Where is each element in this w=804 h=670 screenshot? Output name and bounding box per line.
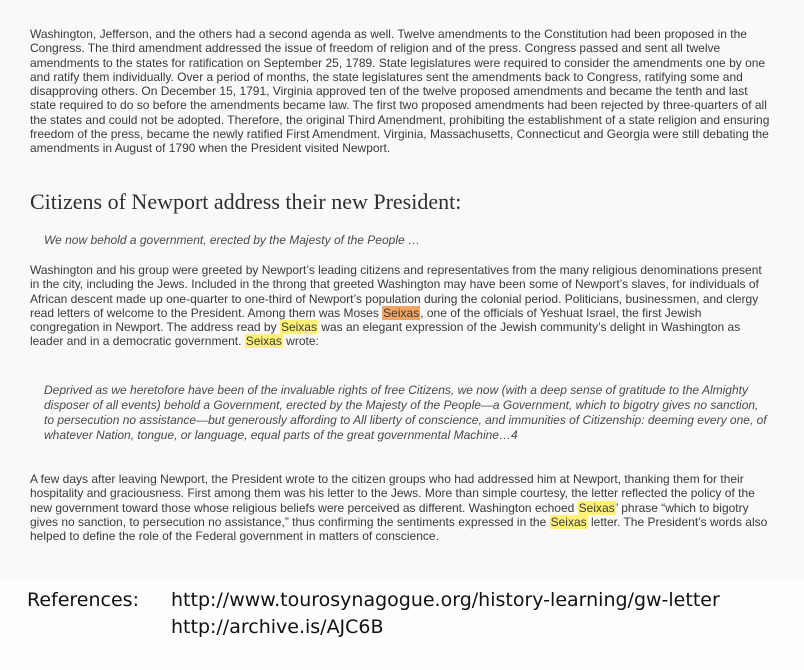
- text-run: , one of the officials of Yeshuat Israel, the first Jewish congregation in Newport. The address read by: [30, 305, 702, 335]
- section-heading: Citizens of Newport address their new President:: [30, 189, 462, 214]
- reference-link-touro-letter[interactable]: http://www.tourosynagogue.org/history-learning/gw-letter: [171, 589, 720, 611]
- references-label: References:: [27, 589, 139, 611]
- text-run: Washington and his group were greeted by Newport’s leading citizens and representatives from the many religious denominations present in the city, including the Jews. Included in the throng that greeted Washington may have been some of Newport’s slaves, for individuals of African descent made up one-quarter to one-third of Newport’s population during the colonial period. Politicians, businessmen, and clergy read letters of welcome to the President. Among them was Moses: [30, 263, 762, 320]
- search-highlight: Seixas: [280, 320, 317, 335]
- greeting-paragraph: [30, 263, 774, 349]
- text-run: letter. The President’s words also helped to define the role of the Federal government in matters of conscience.: [30, 514, 768, 544]
- intro-paragraph: Washington, Jefferson, and the others had a second agenda as well. Twelve amendments to the Constitution had been proposed in the Congress. The third amendment addressed the issue of freedom of religion and of the press. Congress passed and sent all twelve amendments to the states for ratification on September 25, 1789. State legislatures were required to consider the amendments one by one and ratify them individually. Over a period of months, the state legislatures sent the amendments back to Congress, ratifying some and disapproving others. On December 15, 1791, Virginia approved ten of the twelve proposed amendments and became the tenth and last state required to do so before the amendments became law. The first two proposed amendments had been rejected by three-quarters of all the states and could not be adopted. Therefore, the original Third Amendment, prohibiting the establishment of a state religion and ensuring freedom of the press, became the newly ratified First Amendment. Virginia, Massachusetts, Connecticut and Georgia were still debating the amendments in August of 1790 when the President visited Newport.: [30, 27, 770, 156]
- search-highlight: Seixas: [578, 500, 615, 515]
- epigraph-quote: We now behold a government, erected by the Majesty of the People …: [44, 233, 420, 247]
- reference-link-archive[interactable]: http://archive.is/AJC6B: [171, 616, 384, 638]
- text-run: wrote:: [282, 334, 319, 349]
- letter-paragraph: [30, 472, 774, 543]
- text-run: was an elegant expression of the Jewish community’s delight in Washington as leader and in a democratic government.: [30, 320, 741, 349]
- text-run: A few days after leaving Newport, the President wrote to the citizen groups who had addressed him at Newport, thanking them for their hospitality and graciousness. First among them was his letter to the Jews. More than simple courtesy, the letter reflected the policy of the new government toward those whose religious beliefs were perceived as different. Washington echoed: [30, 472, 755, 515]
- text-run: ’ phrase “which to bigotry gives no sanction, to persecution no assistance,” thus confirming the sentiments expressed in the: [30, 500, 749, 529]
- search-highlight: Seixas: [245, 334, 282, 349]
- search-highlight: Seixas: [550, 514, 587, 529]
- search-highlight-current: Seixas: [383, 305, 420, 320]
- block-quote: Deprived as we heretofore have been of the invaluable rights of free Citizens, we now (with a deep sense of gratitude to the Almighty disposer of all events) behold a Government, erected by the Majesty of the People—a Government, which to bigotry gives no sanction, to persecution no assistance—but generously affording to All liberty of conscience, and immunities of Citizenship: deeming every one, of whatever Nation, tongue, or language, equal parts of the great governmental Machine…4: [44, 383, 767, 442]
